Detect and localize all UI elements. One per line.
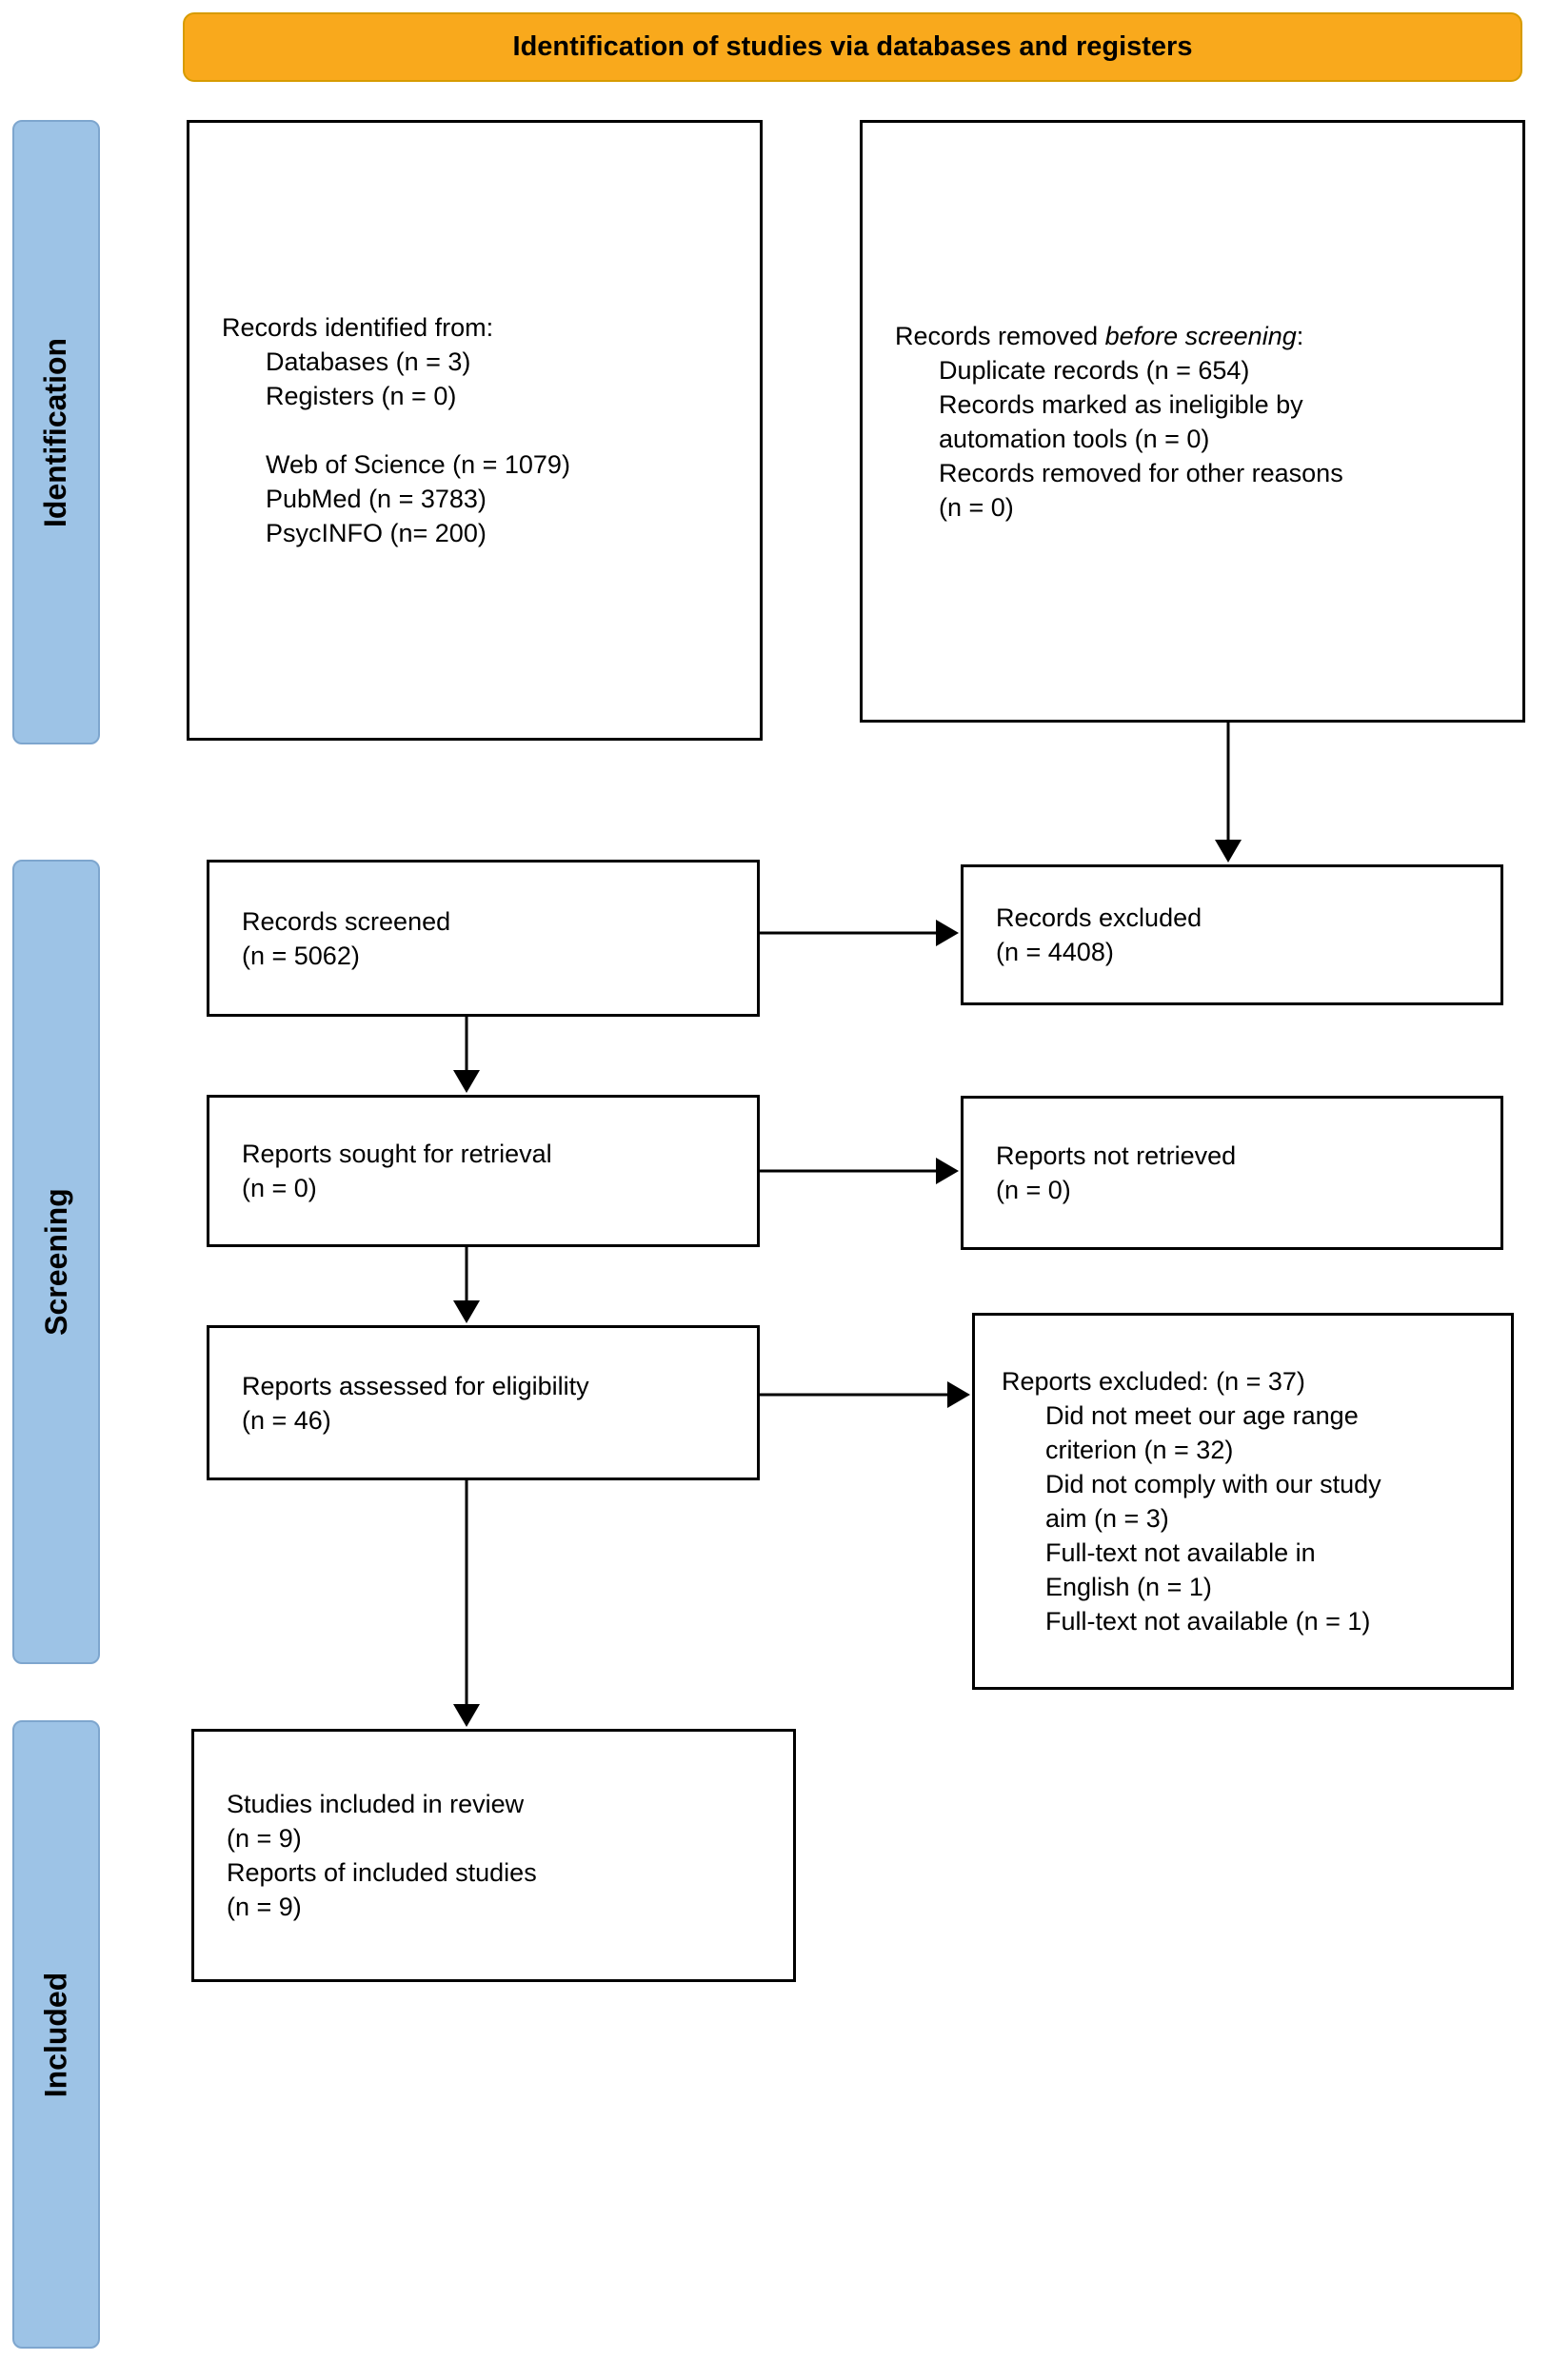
diagram-header-title: Identification of studies via databases and registers [512,31,1193,62]
text-line: Studies included in review [227,1790,525,1818]
text-segment: Records removed [895,321,1105,350]
text-segment-italic: before screening [1104,321,1297,350]
text-line: Records identified from: [222,313,494,342]
text-line: (n = 9) [227,1893,302,1921]
text-line: (n = 4408) [996,938,1114,966]
text-line: Reports of included studies [227,1858,537,1887]
text-segment: : [1296,321,1304,350]
text-line: Reports not retrieved [996,1141,1237,1170]
text-line: Did not meet our age range [1045,1401,1359,1430]
text-line: (n = 46) [242,1405,331,1435]
arrow-sought-to-assessed [453,1247,480,1323]
text-line: English (n = 1) [1045,1573,1212,1601]
text-line: Full-text not available (n = 1) [1045,1607,1371,1636]
text-line: (n = 0) [242,1174,317,1202]
text-line: (n = 0) [939,492,1014,522]
sidebar-label-screening: Screening [38,1188,73,1336]
sidebar-label-identification: Identification [38,337,73,527]
text-line: aim (n = 3) [1045,1504,1169,1533]
sidebar-label-included: Included [38,1972,73,2097]
text-line: Reports sought for retrieval [242,1140,552,1168]
text-line: Records marked as ineligible by [939,389,1303,419]
text-line: criterion (n = 32) [1045,1436,1234,1464]
text-line: Full-text not available in [1045,1538,1316,1567]
arrow-screened-to-excluded [760,920,959,946]
text-line: PubMed (n = 3783) [266,485,487,513]
text-line: (n = 5062) [242,941,360,970]
text-line: Web of Science (n = 1079) [266,450,570,479]
text-line: PsycINFO (n= 200) [266,519,487,547]
arrow-screened-to-sought [453,1017,480,1093]
text-line: Did not comply with our study [1045,1470,1381,1498]
text-line: Records removed for other reasons [939,458,1343,487]
text-line: Registers (n = 0) [266,382,457,410]
text-line: (n = 9) [227,1824,302,1853]
arrow-removed-to-excluded [1215,723,1242,863]
arrow-assessed-to-included [453,1480,480,1727]
arrow-sought-to-not-retrieved [760,1158,959,1184]
text-line: Reports excluded: (n = 37) [1002,1367,1305,1396]
text-line: Duplicate records (n = 654) [939,355,1250,385]
text-line: automation tools (n = 0) [939,424,1210,453]
text-line: Records excluded [996,903,1202,932]
arrow-assessed-to-reports-excluded [760,1381,970,1408]
text-line: Reports assessed for eligibility [242,1371,589,1400]
text-line: Records screened [242,906,451,936]
text-line: (n = 0) [996,1176,1071,1204]
text-line: Databases (n = 3) [266,347,471,376]
